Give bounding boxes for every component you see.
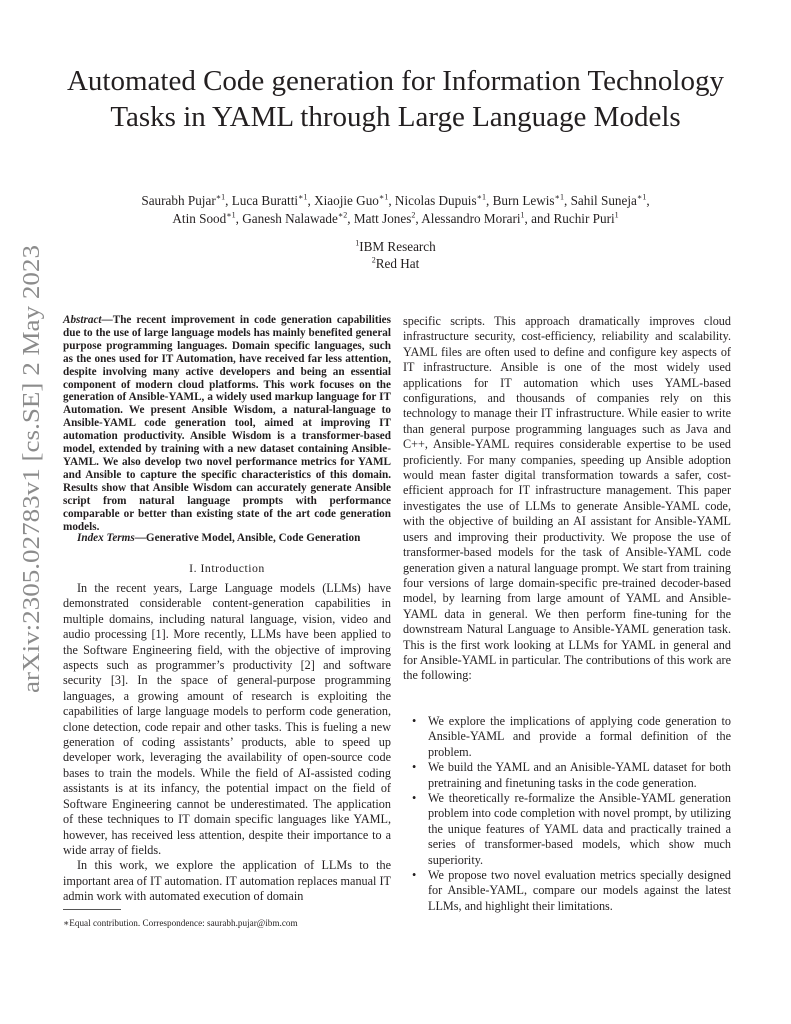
author-list [60, 192, 731, 228]
author-name: Atin Sood [172, 211, 227, 226]
author-affiliation-mark: ∗1 [298, 192, 308, 202]
abstract [63, 314, 391, 533]
contribution-item [403, 868, 731, 914]
bullet-icon: • [412, 868, 417, 883]
arxiv-sidebar [0, 243, 54, 693]
affiliation [60, 238, 731, 255]
affiliation-mark: 2 [371, 255, 376, 265]
paper-title: Automated Code generation for Information Technology Tasks in YAML through Large Language Models [66, 65, 724, 133]
index-terms-label: Index Terms [77, 532, 135, 544]
affiliation [60, 255, 731, 272]
intro-paragraph-1: In the recent years, Large Language models (LLMs) have demonstrated considerable content-generation capabilities in multiple domains, including natural language, vision, video and audio processing [1]. More recently, LLMs have been applied to the Software Engineering field, with the objective of improving aspects such as programmer’s productivity [2] and software security [3]. In the space of general-purpose programming languages, a growing amount of research is exploiting the capabilities of large language models to perform code generation, clone detection, code repair and other tasks. This is fueling a new generation of coding assistants’ products, able to speed up developer work, leveraging the availability of open-source code bases to train the models. While the field of AI-assisted coding assistants is at its infancy, the potential impact on the field of Software Engineering cannot be underestimated. The application of these techniques to IT domain specific languages like YAML, however, has received less attention, despite their importance to a wide array of fields. [63, 581, 391, 857]
author-affiliation-mark: 1 [520, 210, 525, 220]
author-name: and Ruchir Puri [531, 211, 615, 226]
right-column-body [403, 314, 731, 684]
affiliations [60, 238, 731, 272]
author-affiliation-mark: 2 [411, 210, 416, 220]
affiliation-mark: 1 [355, 238, 360, 248]
author-affiliation-mark: ∗1 [378, 192, 389, 202]
author-affiliation-mark: ∗1 [636, 192, 647, 202]
author-name: Sahil Suneja [570, 193, 637, 208]
bullet-icon: • [412, 760, 417, 775]
author-line-1: Saurabh Pujar$^{∗1}$, Luca Buratti$^{∗1}$, Xiaojie Guo$^{∗1}$, Nicolas Dupuis$^{∗1}$, Burn Lewis$^{∗1}$, Sahil Suneja$^{∗1}$, [141, 192, 650, 208]
author-name: Matt Jones [353, 211, 412, 226]
author-name: Luca Buratti [231, 193, 299, 208]
section-heading-introduction: I. Introduction [189, 561, 265, 575]
affiliation-name: IBM Research [359, 239, 436, 254]
author-name: Ganesh Nalawade [242, 211, 338, 226]
author-affiliation-mark: ∗1 [226, 210, 236, 220]
intro-paragraph-2: In this work, we explore the application of LLMs to the important area of IT automation. IT automation replaces manual IT admin work with automated execution of domain [63, 858, 391, 904]
right-paragraph: specific scripts. This approach dramatically improves cloud infrastructure security, cost-efficiency, reliability and scalability. YAML files are often used to define and configure key aspects of IT infrastructure. Ansible is one of the most widely used applications for IT automation which uses YAML-based configurations, and thousands of companies rely on this technology to manage their IT infrastructure. While easier to write than general purpose programming languages such as Java and C++, Ansible-YAML requires considerable expertise to be used proficiently. For many companies, speeding up Ansible adoption would mean faster digital transformation towards a safer, cost-efficient approach for IT infrastructure management. This paper investigates the use of LLMs to generate Ansible-YAML code, with the objective of building an AI assistant for Ansible-YAML users and improving their productivity. We propose the use of transformer-based models for the task of Ansible-YAML code generation given a natural language prompt. We start from training four versions of large domain-specific pre-trained decoder-based model, by learning from large amount of YAML and Ansible-YAML data in general. We then perform fine-tuning for the downstream Natural Language to Ansible-YAML generation task. This is the first work looking at LLMs for YAML in general and for Ansible-YAML in particular. The contributions of this work are the following: [403, 314, 731, 683]
contribution-item [403, 714, 731, 760]
bullet-icon: • [412, 791, 417, 806]
author-affiliation-mark: ∗2 [337, 210, 348, 220]
abstract-label: Abstract [63, 314, 102, 326]
introduction-body [63, 581, 391, 905]
footnote-rule [63, 909, 121, 910]
author-affiliation-mark: 1 [614, 210, 619, 220]
author-affiliation-mark: ∗1 [554, 192, 564, 202]
author-name: Burn Lewis [492, 193, 555, 208]
contributions-list [403, 714, 731, 914]
index-terms-text: —Generative Model, Ansible, Code Generation [134, 532, 361, 544]
footnote: ∗Equal contribution. Correspondence: saurabh.pujar@ibm.com [63, 918, 298, 928]
author-name: Saurabh Pujar [141, 193, 216, 208]
contribution-text: We propose two novel evaluation metrics specially designed for Ansible-YAML, compare our models against the latest LLMs, and highlight their limitations. [428, 868, 731, 913]
contribution-text: We explore the implications of applying code generation to Ansible-YAML and provide a formal definition of the problem. [428, 714, 731, 759]
author-name: Nicolas Dupuis [394, 193, 477, 208]
index-terms [63, 532, 391, 545]
contribution-item [403, 791, 731, 868]
contribution-item [403, 760, 731, 791]
author-name: Xiaojie Guo [314, 193, 379, 208]
arxiv-identifier: arXiv:2305.02783v1 [cs.SE] 2 May 2023 [19, 295, 45, 693]
affiliation-name: Red Hat [375, 256, 420, 271]
author-affiliation-mark: ∗1 [215, 192, 226, 202]
bullet-icon: • [412, 714, 417, 728]
author-line-2: Atin Sood$^{∗1}$, Ganesh Nalawade$^{∗2}$, Matt Jones$^2$, Alessandro Morari$^1$, and Ruchir Puri$^1$ [172, 210, 619, 226]
author-name: Alessandro Morari [421, 211, 521, 226]
author-affiliation-mark: ∗1 [476, 192, 487, 202]
contribution-text: We build the YAML and an Anisible-YAML dataset for both pretraining and finetuning tasks in the code generation. [428, 760, 731, 790]
abstract-text: —The recent improvement in code generation capabilities due to the use of large language models has mainly benefited general purpose programming languages. Domain specific languages, such as the ones used for IT Automation, have received far less attention, despite involving many active developers and being an essential component of modern cloud platforms. This work focuses on the generation of Ansible-YAML, a widely used markup language for IT Automation. We present Ansible Wisdom, a natural-language to Ansible-YAML code generation tool, aimed at improving IT automation productivity. Ansible Wisdom is a transformer-based model, extended by training with a new dataset containing Ansible-YAML. We also develop two novel performance metrics for YAML and Ansible to capture the specific characteristics of this domain. Results show that Ansible Wisdom can accurately generate Ansible script from natural language prompts with performance comparable or better than existing state of the art code generation models. [63, 314, 391, 533]
contribution-text: We theoretically re-formalize the Ansible-YAML generation problem into code completion with novel prompt, by utilizing the unique features of YAML data and practically trained a series of transformer-based models, which show much superiority. [428, 791, 731, 867]
